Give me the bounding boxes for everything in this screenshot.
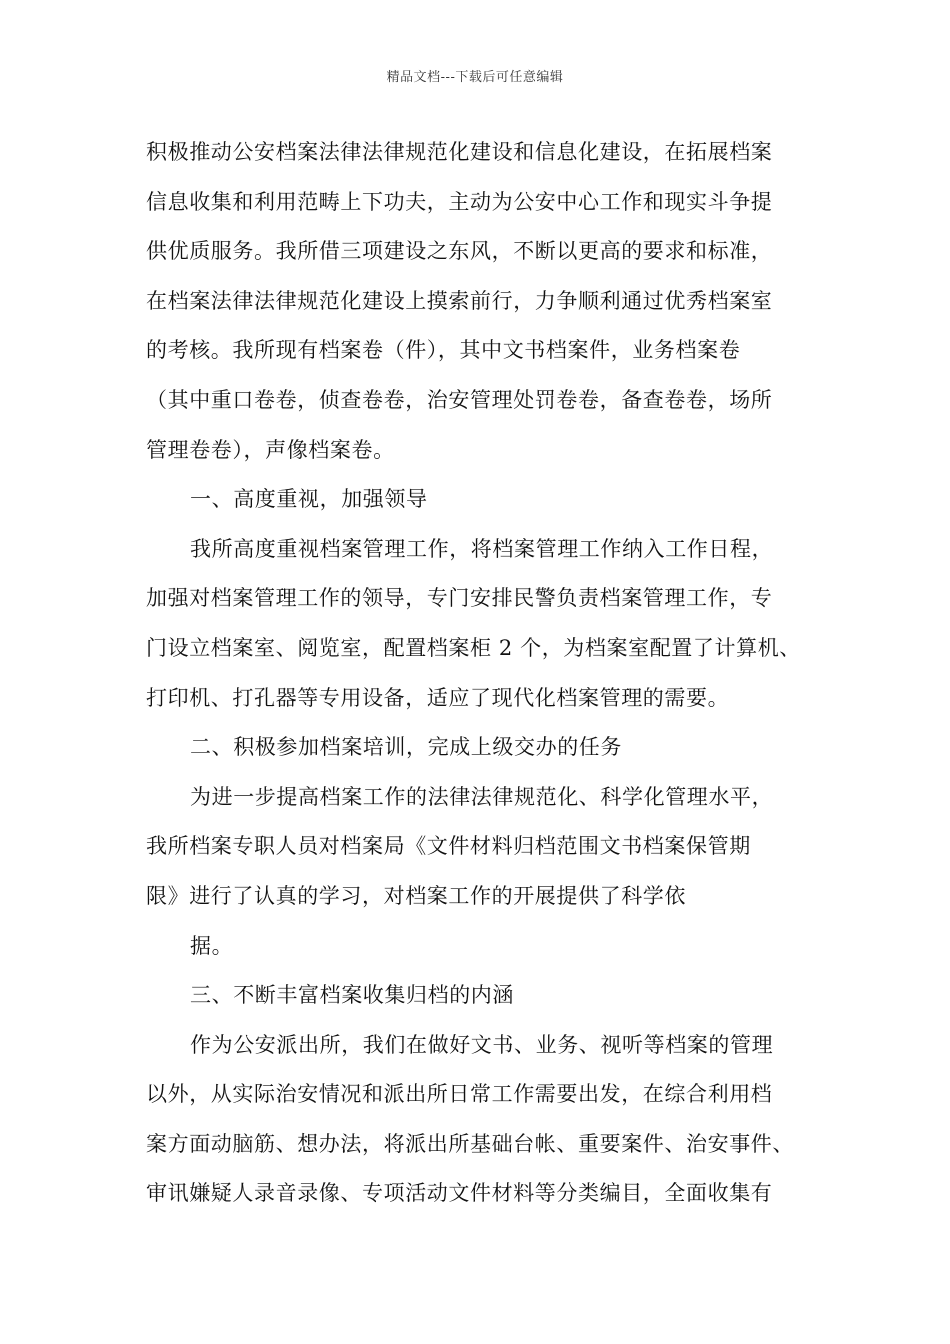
text-line: 我所高度重视档案管理工作，将档案管理工作纳入工作日程， <box>190 536 774 561</box>
text-line: 案方面动脑筋、想办法，将派出所基础台帐、重要案件、治安事件、 <box>146 1131 794 1156</box>
text-line: 信息收集和利用范畴上下功夫，主动为公安中心工作和现实斗争提 <box>146 189 773 214</box>
text-line: （其中重口卷卷，侦查卷卷，治安管理处罚卷卷，备查卷卷，场所 <box>146 387 773 412</box>
section-heading-1: 一、高度重视，加强领导 <box>190 487 428 512</box>
text-line: 作为公安派出所，我们在做好文书、业务、视听等档案的管理 <box>190 1032 774 1057</box>
text-line: 据。 <box>190 933 234 958</box>
text-line: 打印机、打孔器等专用设备，适应了现代化档案管理的需要。 <box>146 685 730 710</box>
text-line: 的考核。我所现有档案卷（件），其中文书档案件，业务档案卷 <box>146 338 741 363</box>
text-line: 限》进行了认真的学习，对档案工作的开展提供了科学依 <box>146 883 686 908</box>
page-header: 精品文档---下载后可任意编辑 <box>386 70 564 85</box>
text-line: 加强对档案管理工作的领导，专门安排民警负责档案管理工作，专 <box>146 586 773 611</box>
text-line: 积极推动公安档案法律法律规范化建设和信息化建设，在拓展档案 <box>146 140 773 164</box>
section-heading-3: 三、不断丰富档案收集归档的内涵 <box>190 983 514 1008</box>
text-line: 以外，从实际治安情况和派出所日常工作需要出发，在综合利用档 <box>146 1082 773 1107</box>
text-line: 供优质服务。我所借三项建设之东风，不断以更高的要求和标准， <box>146 239 773 264</box>
section-heading-2: 二、积极参加档案培训，完成上级交办的任务 <box>190 735 622 760</box>
text-line: 管理卷卷），声像档案卷。 <box>146 437 395 462</box>
text-line: 我所档案专职人员对档案局《文件材料归档范围文书档案保管期 <box>146 834 751 859</box>
document-body <box>146 128 826 1219</box>
text-line: 为进一步提高档案工作的法律法律规范化、科学化管理水平， <box>190 784 774 809</box>
text-line: 审讯嫌疑人录音录像、专项活动文件材料等分类编目，全面收集有 <box>146 1181 773 1206</box>
text-line: 在档案法律法律规范化建设上摸索前行，力争顺利通过优秀档案室 <box>146 288 773 313</box>
text-line: 门设立档案室、阅览室，配置档案柜 2 个，为档案室配置了计算机、 <box>146 635 801 660</box>
